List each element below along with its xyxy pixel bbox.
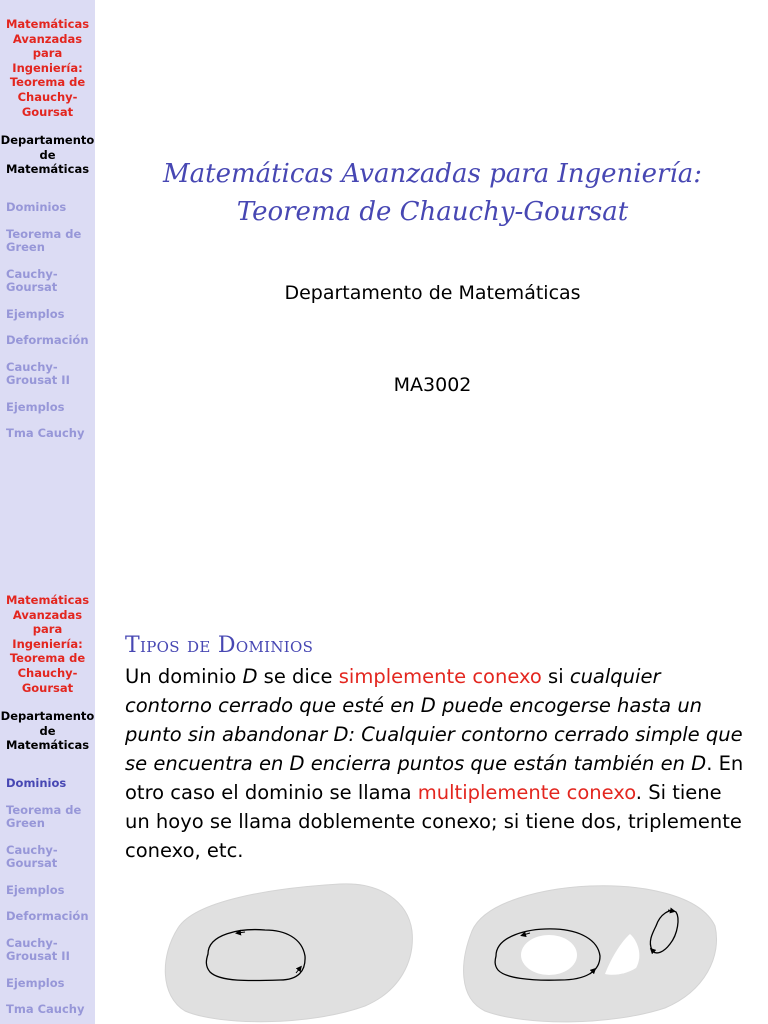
sidebar-title-line: Matemáticas	[5, 593, 90, 607]
nav-item-teorema-de-green[interactable]: Teorema de Green	[6, 802, 82, 830]
nav-item-deformacion[interactable]: Deformación	[6, 333, 89, 347]
definition-emphasis: cualquier contorno cerrado que esté en D puede encogerse hasta un punto sin abandonar D: Cualquier contorno cerrado simple que se encuentra en D encierra puntos que están también en D	[125, 665, 743, 775]
nav-item-ejemplos-2[interactable]: Ejemplos	[6, 399, 65, 414]
nav-item-tma-cauchy[interactable]: Tma Cauchy	[6, 426, 85, 440]
text-run: Un dominio	[125, 665, 243, 688]
sidebar-department	[0, 709, 95, 753]
sidebar-title-line: Goursat	[21, 680, 74, 695]
sidebar-title-line: Teorema de	[9, 651, 86, 666]
sidebar-title-line: Ingeniería:	[12, 636, 83, 651]
sidebar-dept-line: de	[39, 723, 56, 738]
sidebar-title-line: Chauchy-	[17, 665, 78, 680]
title-line: Matemáticas Avanzadas para Ingeniería:	[163, 159, 702, 189]
sidebar-title-line: Teorema de	[9, 75, 86, 90]
domain-figures	[160, 876, 720, 1024]
nav-item-ejemplos[interactable]: Ejemplos	[6, 306, 65, 321]
sidebar-title-line: Avanzadas	[12, 607, 83, 622]
sidebar-title-line: Matemáticas	[5, 17, 90, 31]
nav-item-dominios[interactable]: Dominios	[6, 200, 67, 214]
sidebar-title-line: para	[32, 622, 63, 637]
hole	[521, 935, 577, 975]
sidebar	[0, 576, 95, 1024]
sidebar-department	[0, 133, 95, 177]
nav-item-tma-cauchy[interactable]: Tma Cauchy	[6, 1002, 85, 1016]
sidebar-title-line: para	[32, 46, 63, 61]
term-multiply-connected: multiplemente conexo	[417, 781, 636, 804]
term-simply-connected: simplemente conexo	[338, 665, 542, 688]
sidebar-dept-line: Departamento	[0, 709, 95, 723]
nav-item-ejemplos-2[interactable]: Ejemplos	[6, 975, 65, 990]
content-slide	[0, 576, 768, 1024]
nav-item-cauchy-grousat-ii[interactable]: Cauchy-Grousat II	[6, 935, 70, 963]
definition-paragraph	[125, 662, 745, 865]
text-run: si	[541, 665, 570, 688]
frame-title: Tipos de Dominios	[125, 633, 314, 658]
sidebar-title-line: Chauchy-	[17, 89, 78, 104]
nav-item-ejemplos[interactable]: Ejemplos	[6, 882, 65, 897]
text-run: . En otro caso el dominio se llama	[125, 752, 744, 804]
sidebar-dept-line: Departamento	[0, 133, 95, 147]
title-line: Teorema de Chauchy-Goursat	[236, 197, 629, 227]
nav-item-cauchy-goursat[interactable]: Cauchy-Goursat	[6, 266, 58, 294]
text-run: . Si tiene un hoyo se llama doblemente conexo; si tiene dos, triplemente conexo, etc.	[125, 781, 742, 862]
sidebar-title[interactable]	[0, 17, 95, 119]
sidebar-nav	[6, 777, 92, 1024]
sidebar-title[interactable]	[0, 593, 95, 695]
author: Departamento de Matemáticas	[284, 282, 581, 304]
presentation-title	[110, 155, 755, 231]
sidebar	[0, 0, 95, 576]
sidebar-dept-line: de	[39, 147, 56, 162]
nav-item-teorema-de-green[interactable]: Teorema de Green	[6, 226, 82, 254]
sidebar-title-line: Goursat	[21, 104, 74, 119]
simply-connected-domain	[165, 884, 412, 1022]
sidebar-title-line: Avanzadas	[12, 31, 83, 46]
math-symbol: D	[242, 665, 258, 688]
text-run: se dice	[257, 665, 339, 688]
multiply-connected-domain	[464, 886, 717, 1022]
sidebar-dept-line: Matemáticas	[5, 738, 90, 753]
course-code: MA3002	[393, 374, 472, 396]
nav-item-deformacion[interactable]: Deformación	[6, 909, 89, 923]
sidebar-title-line: Ingeniería:	[12, 60, 83, 75]
nav-item-cauchy-grousat-ii[interactable]: Cauchy-Grousat II	[6, 359, 70, 387]
sidebar-nav	[6, 201, 92, 454]
nav-item-cauchy-goursat[interactable]: Cauchy-Goursat	[6, 842, 58, 870]
nav-item-dominios[interactable]: Dominios	[6, 776, 67, 790]
sidebar-dept-line: Matemáticas	[5, 162, 90, 177]
